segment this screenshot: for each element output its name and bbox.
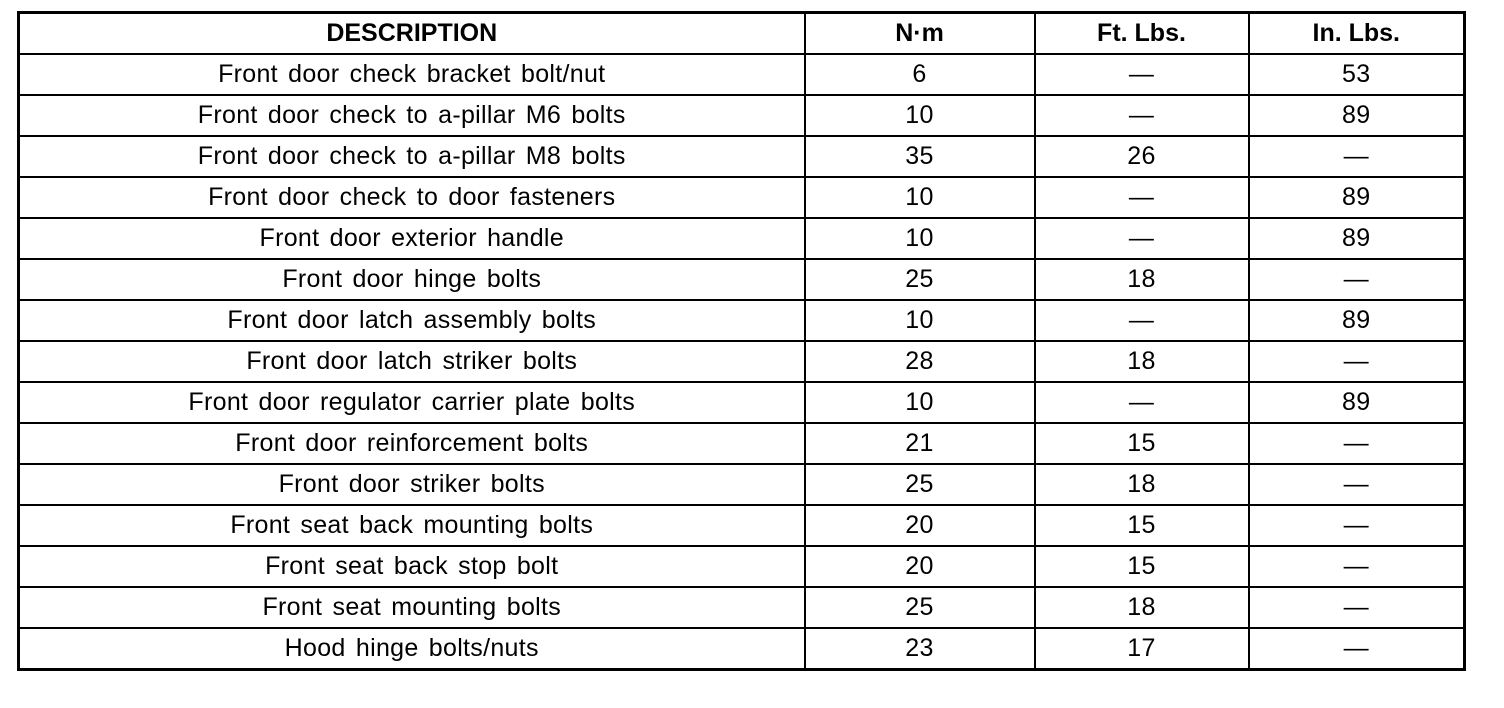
cell-description: Front door regulator carrier plate bolts	[19, 382, 805, 423]
cell-nm: 20	[805, 505, 1035, 546]
cell-ft-lbs: 15	[1035, 423, 1249, 464]
header-row	[19, 13, 1465, 55]
cell-nm: 10	[805, 177, 1035, 218]
table-row	[19, 423, 1465, 464]
cell-in-lbs: —	[1249, 423, 1465, 464]
cell-in-lbs: 53	[1249, 54, 1465, 95]
cell-description: Front door latch assembly bolts	[19, 300, 805, 341]
cell-description: Front door check to a-pillar M8 bolts	[19, 136, 805, 177]
cell-in-lbs: 89	[1249, 177, 1465, 218]
cell-nm: 25	[805, 587, 1035, 628]
header-in-lbs: In. Lbs.	[1249, 13, 1465, 55]
cell-nm: 21	[805, 423, 1035, 464]
cell-description: Front door hinge bolts	[19, 259, 805, 300]
cell-ft-lbs: 18	[1035, 341, 1249, 382]
header-nm: N·m	[805, 13, 1035, 55]
cell-nm: 25	[805, 464, 1035, 505]
cell-ft-lbs: 17	[1035, 628, 1249, 670]
table-row	[19, 546, 1465, 587]
cell-ft-lbs: —	[1035, 177, 1249, 218]
cell-description: Hood hinge bolts/nuts	[19, 628, 805, 670]
cell-nm: 10	[805, 382, 1035, 423]
cell-in-lbs: 89	[1249, 300, 1465, 341]
table-row	[19, 300, 1465, 341]
cell-in-lbs: —	[1249, 628, 1465, 670]
table-row	[19, 218, 1465, 259]
cell-description: Front door exterior handle	[19, 218, 805, 259]
cell-description: Front door check to a-pillar M6 bolts	[19, 95, 805, 136]
cell-in-lbs: 89	[1249, 95, 1465, 136]
cell-nm: 23	[805, 628, 1035, 670]
cell-in-lbs: —	[1249, 259, 1465, 300]
cell-description: Front door check bracket bolt/nut	[19, 54, 805, 95]
table-row	[19, 382, 1465, 423]
cell-description: Front door reinforcement bolts	[19, 423, 805, 464]
cell-ft-lbs: 18	[1035, 259, 1249, 300]
cell-in-lbs: 89	[1249, 218, 1465, 259]
table-header	[19, 13, 1465, 55]
table-row	[19, 505, 1465, 546]
cell-ft-lbs: —	[1035, 54, 1249, 95]
header-ft-lbs: Ft. Lbs.	[1035, 13, 1249, 55]
cell-ft-lbs: 18	[1035, 464, 1249, 505]
cell-ft-lbs: 26	[1035, 136, 1249, 177]
table-row	[19, 341, 1465, 382]
cell-ft-lbs: 15	[1035, 505, 1249, 546]
header-description: DESCRIPTION	[19, 13, 805, 55]
table-row	[19, 54, 1465, 95]
cell-description: Front door check to door fasteners	[19, 177, 805, 218]
table-row	[19, 177, 1465, 218]
table-row	[19, 136, 1465, 177]
cell-in-lbs: —	[1249, 464, 1465, 505]
cell-nm: 10	[805, 218, 1035, 259]
cell-in-lbs: —	[1249, 546, 1465, 587]
cell-nm: 10	[805, 300, 1035, 341]
cell-in-lbs: —	[1249, 587, 1465, 628]
cell-nm: 6	[805, 54, 1035, 95]
table-row	[19, 464, 1465, 505]
torque-spec-table	[17, 11, 1466, 671]
cell-nm: 35	[805, 136, 1035, 177]
cell-in-lbs: —	[1249, 341, 1465, 382]
table-row	[19, 628, 1465, 670]
cell-ft-lbs: 15	[1035, 546, 1249, 587]
cell-nm: 10	[805, 95, 1035, 136]
table-row	[19, 587, 1465, 628]
cell-description: Front door striker bolts	[19, 464, 805, 505]
cell-ft-lbs: —	[1035, 95, 1249, 136]
cell-nm: 28	[805, 341, 1035, 382]
cell-in-lbs: 89	[1249, 382, 1465, 423]
cell-nm: 25	[805, 259, 1035, 300]
cell-in-lbs: —	[1249, 505, 1465, 546]
cell-description: Front seat back mounting bolts	[19, 505, 805, 546]
cell-ft-lbs: —	[1035, 218, 1249, 259]
cell-description: Front door latch striker bolts	[19, 341, 805, 382]
cell-in-lbs: —	[1249, 136, 1465, 177]
table-body	[19, 54, 1465, 670]
cell-description: Front seat back stop bolt	[19, 546, 805, 587]
cell-nm: 20	[805, 546, 1035, 587]
cell-description: Front seat mounting bolts	[19, 587, 805, 628]
table-row	[19, 95, 1465, 136]
table-row	[19, 259, 1465, 300]
cell-ft-lbs: —	[1035, 382, 1249, 423]
cell-ft-lbs: —	[1035, 300, 1249, 341]
cell-ft-lbs: 18	[1035, 587, 1249, 628]
